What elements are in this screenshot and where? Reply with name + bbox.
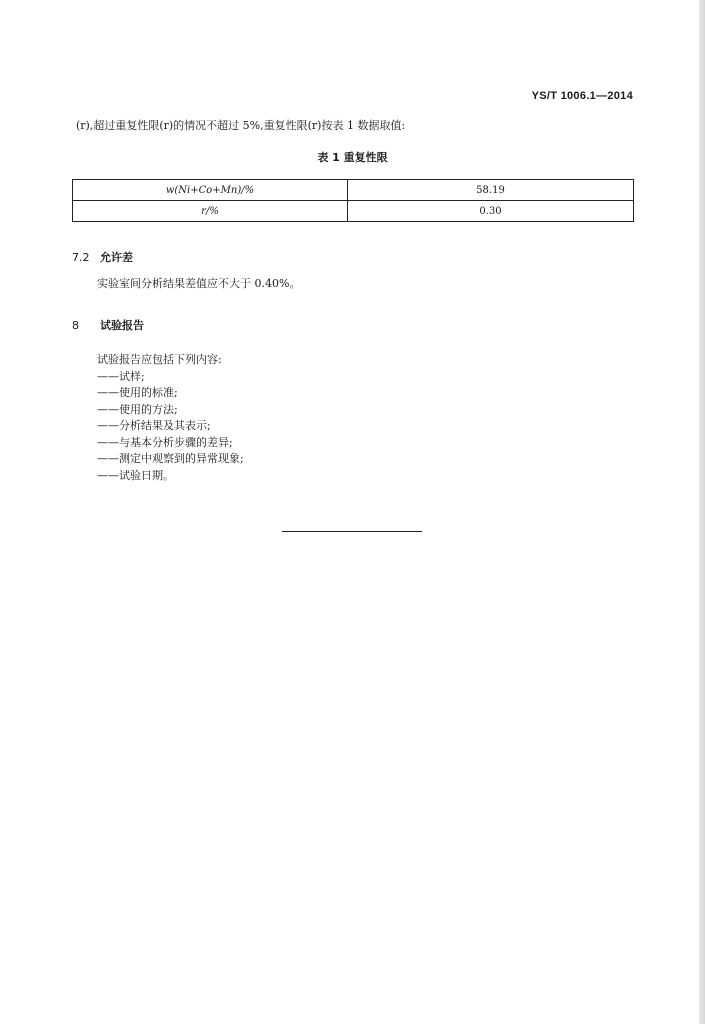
- list-item: [97, 385, 244, 402]
- list-item: [97, 468, 244, 485]
- list-item: [97, 402, 244, 419]
- table-row: [73, 201, 634, 222]
- list-item: [97, 435, 244, 452]
- list-item-text: 试验日期。: [119, 468, 174, 482]
- section-number: 8: [72, 319, 79, 332]
- intro-paragraph: (r),超过重复性限(r)的情况不超过 5%,重复性限(r)按表 1 数据取值:: [76, 119, 406, 132]
- list-item-text: 与基本分析步骤的差异;: [119, 435, 233, 449]
- section-7-2-heading: [72, 249, 133, 265]
- list-item: [97, 451, 244, 468]
- table-cell-label: r/%: [73, 201, 348, 222]
- end-of-document-rule: [282, 531, 422, 532]
- dash-marker: ——: [97, 468, 119, 482]
- section-8-heading: [72, 317, 144, 333]
- standard-code: YS/T 1006.1—2014: [531, 90, 633, 102]
- dash-marker: ——: [97, 435, 119, 449]
- section-number: 7.2: [72, 251, 90, 264]
- section-title: 试验报告: [100, 319, 144, 332]
- table-title: 表 1 重复性限: [317, 151, 388, 164]
- table-cell-label: w(Ni+Co+Mn)/%: [73, 180, 348, 201]
- dash-marker: ——: [97, 419, 119, 432]
- section-title: 允许差: [100, 251, 133, 264]
- list-item: [97, 369, 244, 386]
- dash-marker: ——: [97, 386, 119, 399]
- report-contents-list: [97, 352, 244, 484]
- list-item: [97, 418, 244, 435]
- list-item-text: 使用的方法;: [119, 402, 178, 416]
- table-row: [73, 180, 634, 201]
- table-cell-value: 58.19: [348, 180, 634, 201]
- repeatability-table: [72, 179, 634, 222]
- list-item-text: 使用的标准;: [119, 386, 178, 399]
- dash-marker: ——: [97, 369, 119, 383]
- list-intro: 试验报告应包括下列内容:: [97, 353, 222, 366]
- list-item-text: 测定中观察到的异常现象;: [119, 452, 244, 465]
- dash-marker: ——: [97, 402, 119, 416]
- list-item-text: 分析结果及其表示;: [119, 419, 211, 432]
- section-7-2-body: 实验室间分析结果差值应不大于 0.40%。: [97, 277, 301, 290]
- list-item-text: 试样;: [119, 369, 145, 383]
- table-cell-value: 0.30: [348, 201, 634, 222]
- dash-marker: ——: [97, 452, 119, 465]
